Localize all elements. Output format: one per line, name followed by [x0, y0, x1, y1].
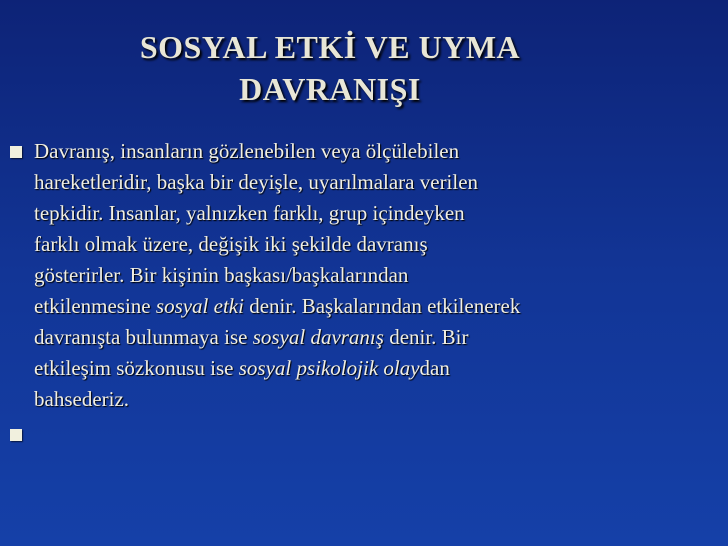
- slide-title: [30, 26, 630, 110]
- emphasis-sosyal-davranis: sosyal davranış: [252, 325, 384, 349]
- bullet-item-1: [8, 136, 708, 415]
- text-segment: dan: [419, 356, 450, 380]
- title-line-1: SOSYAL ETKİ VE UYMA: [139, 29, 521, 65]
- bullet-text-line: farklı olmak üzere, değişik iki şekilde davranış: [34, 232, 428, 256]
- bullet-text-line: [34, 322, 708, 353]
- bullet-text-line: gösterirler. Bir kişinin başkası/başkalarından: [34, 263, 409, 287]
- bullet-text-line: Davranış, insanların gözlenebilen veya ölçülebilen: [34, 139, 460, 163]
- emphasis-sosyal-etki: sosyal etki: [155, 294, 244, 318]
- bullet-text-line: tepkidir. Insanlar, yalnızken farklı, grup içindeyken: [34, 201, 465, 225]
- bullet-text-line: [34, 353, 708, 384]
- bullet-text-line: bahsederiz.: [34, 387, 130, 411]
- title-line-2: DAVRANIŞI: [239, 71, 421, 107]
- bullet-text-line: [34, 291, 708, 322]
- text-segment: davranışta bulunmaya ise: [34, 325, 253, 349]
- bullet-list: [8, 136, 708, 451]
- bullet-item-2: [8, 421, 708, 451]
- bullet-item-1-text: [34, 136, 708, 415]
- text-segment: etkileşim sözkonusu ise: [34, 356, 239, 380]
- square-bullet-icon: [10, 429, 22, 441]
- square-bullet-icon: [10, 146, 22, 158]
- text-segment: denir. Başkalarından etkilenerek: [243, 294, 521, 318]
- emphasis-sosyal-psikolojik-olay: sosyal psikolojik olay: [238, 356, 420, 380]
- text-segment: denir. Bir: [383, 325, 469, 349]
- bullet-text-line: hareketleridir, başka bir deyişle, uyarılmalara verilen: [34, 170, 479, 194]
- text-segment: etkilenmesine: [34, 294, 156, 318]
